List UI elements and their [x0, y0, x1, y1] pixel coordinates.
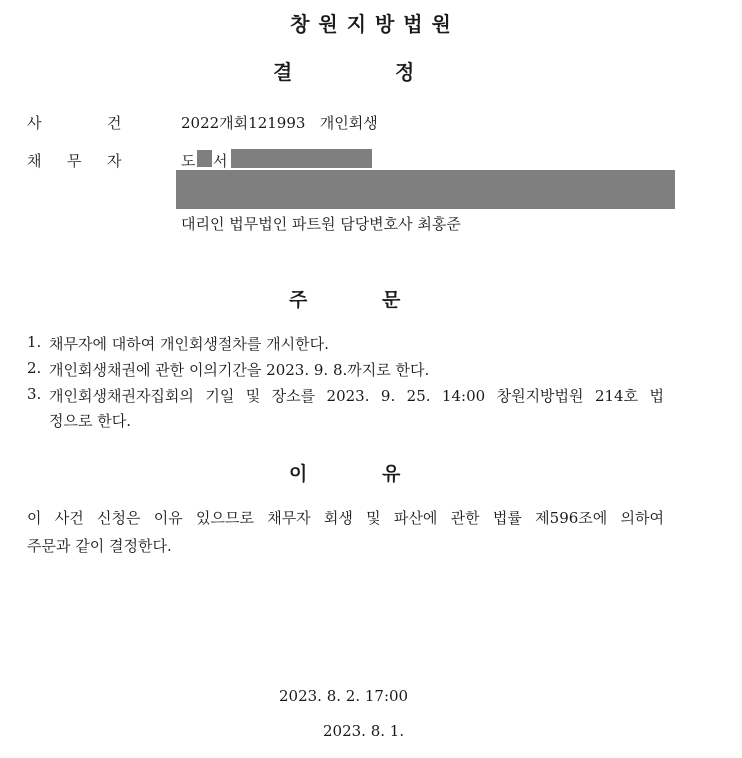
case-label-a: 사 — [27, 114, 42, 132]
debtor-label-a: 채 — [27, 152, 42, 170]
order-item-3-number: 3. — [27, 385, 42, 403]
redaction-name-middle — [197, 150, 212, 167]
reason-line-1: 이 사건 신청은 이유 있으므로 채무자 회생 및 파산에 관한 법률 제596조에 의하여 — [27, 509, 664, 527]
reason-heading-right: 유 — [382, 463, 401, 485]
debtor-name-last: 서 — [213, 152, 228, 170]
debtor-name-first: 도 — [181, 152, 196, 170]
case-number: 2022개회121993 개인회생 — [181, 114, 378, 132]
reason-heading-left: 이 — [289, 463, 308, 485]
order-item-1-number: 1. — [27, 333, 42, 351]
order-heading-right: 문 — [382, 289, 401, 311]
order-item-1-text: 채무자에 대하여 개인회생절차를 개시한다. — [49, 335, 329, 353]
court-title: 창 원 지 방 법 원 — [290, 12, 452, 36]
order-item-3-continuation: 정으로 한다. — [49, 412, 131, 430]
reason-line-2: 주문과 같이 결정한다. — [27, 537, 172, 555]
case-label-b: 건 — [107, 114, 122, 132]
redaction-address — [176, 170, 675, 209]
decision-heading-right: 정 — [395, 60, 415, 84]
order-item-2-text: 개인회생채권에 관한 이의기간을 2023. 9. 8.까지로 한다. — [49, 361, 430, 379]
representative: 대리인 법무법인 파트원 담당변호사 최홍준 — [181, 215, 461, 233]
order-heading-left: 주 — [289, 289, 308, 311]
order-item-2-number: 2. — [27, 359, 42, 377]
debtor-label-b: 무 — [67, 152, 82, 170]
decision-heading-left: 결 — [273, 60, 293, 84]
document-date: 2023. 8. 1. — [323, 722, 405, 740]
order-item-3-text: 개인회생채권자집회의 기일 및 장소를 2023. 9. 25. 14:00 창원지방법원 214호 법 — [49, 387, 664, 405]
debtor-label-c: 자 — [107, 152, 122, 170]
redaction-name-extra — [231, 149, 372, 168]
decision-datetime: 2023. 8. 2. 17:00 — [279, 687, 409, 705]
